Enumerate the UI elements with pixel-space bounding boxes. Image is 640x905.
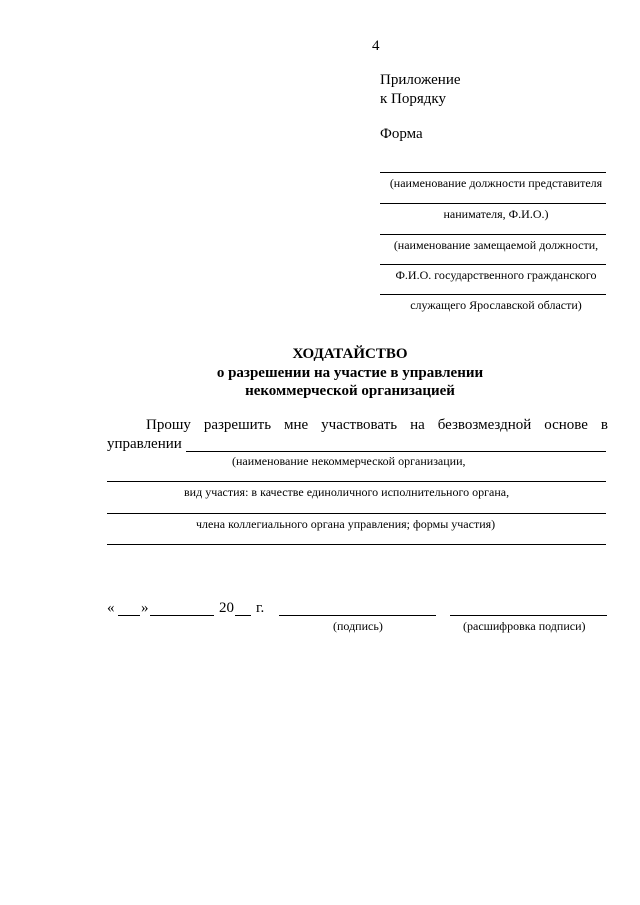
year-suffix: г. [256, 600, 265, 616]
date-day-field[interactable] [118, 615, 140, 616]
request-word: основе [544, 417, 588, 433]
request-word: в [600, 417, 608, 433]
organization-caption: (наименование некоммерческой организации, [232, 454, 466, 468]
date-month-field[interactable] [150, 615, 214, 616]
date-open-quote: « [107, 600, 115, 616]
appendix-reference: к Порядку [380, 91, 446, 107]
additional-info-field[interactable] [107, 544, 606, 545]
header-caption-5: служащего Ярославской области) [410, 298, 582, 312]
participation-form-caption: члена коллегиального органа управления; формы участия) [196, 517, 496, 531]
request-line-2-start: управлении [107, 436, 182, 452]
header-caption-3: (наименование замещаемой должности, [393, 238, 599, 252]
header-caption-1: (наименование должности представителя [389, 176, 603, 190]
signature-caption: (подпись) [333, 619, 383, 633]
request-word: разрешить [203, 417, 272, 433]
header-line-2 [380, 203, 606, 204]
signature-decode-caption: (расшифровка подписи) [463, 619, 586, 633]
header-line-3 [380, 234, 606, 235]
appendix-label: Приложение [380, 72, 461, 88]
year-prefix: 20 [219, 600, 234, 616]
request-word: мне [284, 417, 309, 433]
request-line-1 [146, 417, 608, 434]
header-caption-4: Ф.И.О. государственного гражданского [395, 268, 597, 282]
header-caption-2: нанимателя, Ф.И.О.) [443, 207, 549, 221]
header-line-1 [380, 172, 606, 173]
request-word: на [410, 417, 425, 433]
form-label: Форма [380, 126, 423, 142]
organization-name-field[interactable] [186, 451, 606, 452]
date-close-quote: » [141, 600, 149, 616]
date-year-field[interactable] [235, 615, 251, 616]
document-subtitle-2: некоммерческой организацией [245, 383, 455, 399]
participation-type-field[interactable] [107, 481, 606, 482]
page-number: 4 [372, 38, 380, 54]
signature-decode-field[interactable] [450, 615, 607, 616]
signature-field[interactable] [279, 615, 436, 616]
request-word: Прошу [146, 417, 191, 433]
header-line-4 [380, 264, 606, 265]
request-word: безвозмездной [437, 417, 532, 433]
participation-form-field[interactable] [107, 513, 606, 514]
document-subtitle-1: о разрешении на участие в управлении [216, 365, 484, 381]
header-line-5 [380, 294, 606, 295]
request-word: участвовать [321, 417, 398, 433]
document-title: ХОДАТАЙСТВО [292, 346, 408, 362]
participation-caption: вид участия: в качестве единоличного исполнительного органа, [184, 485, 510, 499]
